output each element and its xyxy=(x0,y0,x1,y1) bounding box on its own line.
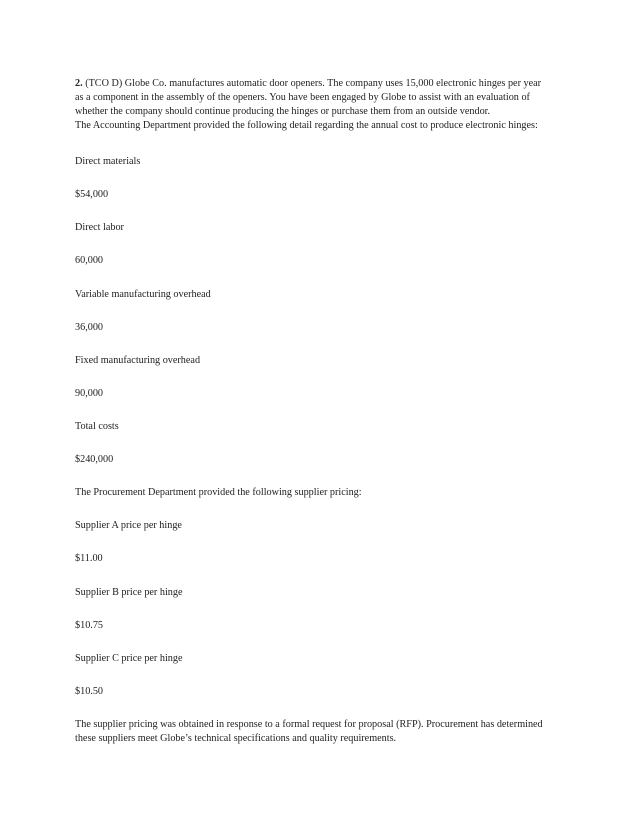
closing-line-2: these suppliers meet Globe’s technical specifications and quality requirements. xyxy=(75,733,397,744)
closing-line-1: The supplier pricing was obtained in response to a formal request for proposal (RFP). Procurement has determined xyxy=(75,719,543,730)
question-line-3: whether the company should continue producing the hinges or purchase them from an outside vendor. xyxy=(75,106,491,117)
cost-label-variable-overhead: Variable manufacturing overhead xyxy=(75,289,211,300)
supplier-value-a: $11.00 xyxy=(75,553,103,564)
procurement-intro: The Procurement Department provided the following supplier pricing: xyxy=(75,487,362,498)
cost-value-variable-overhead: 36,000 xyxy=(75,322,104,333)
question-line-1: 2. (TCO D) Globe Co. manufactures automatic door openers. The company uses 15,000 electronic hinges per year xyxy=(75,78,542,89)
supplier-value-b: $10.75 xyxy=(75,620,104,631)
cost-value-direct-materials: $54,000 xyxy=(75,189,109,200)
cost-label-total: Total costs xyxy=(75,421,119,432)
cost-label-fixed-overhead: Fixed manufacturing overhead xyxy=(75,355,201,366)
question-line-4: The Accounting Department provided the following detail regarding the annual cost to produce electronic hinges: xyxy=(75,120,538,131)
question-paragraph xyxy=(75,77,565,133)
supplier-label-c: Supplier C price per hinge xyxy=(75,653,183,664)
question-line-2: as a component in the assembly of the openers. You have been engaged by Globe to assist with an evaluation of xyxy=(75,92,530,103)
cost-value-direct-labor: 60,000 xyxy=(75,255,104,266)
supplier-value-c: $10.50 xyxy=(75,686,104,697)
cost-value-fixed-overhead: 90,000 xyxy=(75,388,104,399)
closing-paragraph xyxy=(75,718,565,746)
cost-label-direct-materials: Direct materials xyxy=(75,156,141,167)
cost-value-total: $240,000 xyxy=(75,454,114,465)
supplier-label-b: Supplier B price per hinge xyxy=(75,587,183,598)
question-number: 2. xyxy=(75,78,83,89)
supplier-label-a: Supplier A price per hinge xyxy=(75,520,182,531)
cost-label-direct-labor: Direct labor xyxy=(75,222,124,233)
